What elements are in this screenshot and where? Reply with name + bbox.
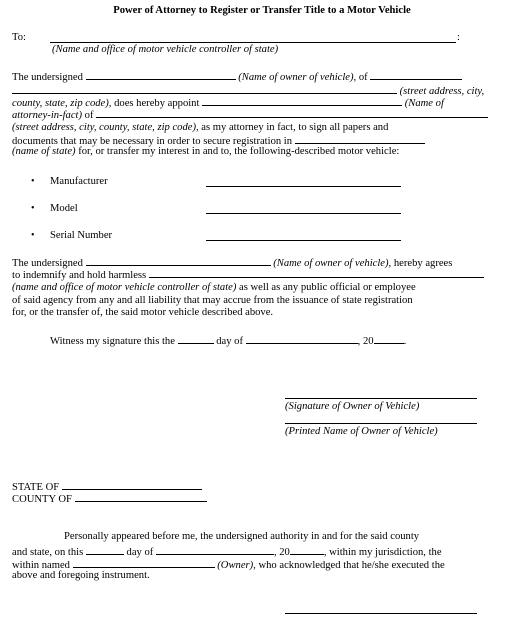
notary-line4: above and foregoing instrument.: [12, 570, 150, 581]
witness-text: Witness my signature this the: [50, 336, 175, 347]
bullet-icon: •: [31, 176, 35, 187]
county-of-line: [12, 492, 207, 506]
para2-line4: of said agency from any and all liability that may accrue from the issuance of state registration: [12, 295, 413, 306]
to-label: To:: [12, 32, 26, 43]
attorney-name-field[interactable]: [202, 96, 402, 106]
notary-dayof: day of: [126, 547, 154, 558]
para2-official: as well as any public official or employee: [239, 282, 416, 293]
para1-line1: [12, 70, 462, 84]
para2-agrees: hereby agrees: [393, 258, 453, 269]
owner-signature-field[interactable]: [285, 398, 477, 399]
form-title: Power of Attorney to Register or Transfer Title to a Motor Vehicle: [113, 5, 411, 16]
notary-month-field[interactable]: [156, 545, 274, 555]
state-of-label: STATE OF: [12, 482, 60, 493]
owner-address-field-1[interactable]: [370, 70, 462, 80]
owner-address-caption-a: (street address, city,: [399, 86, 485, 97]
notary-year-prefix: , 20: [273, 547, 290, 558]
witness-period: .: [403, 336, 407, 347]
model-label: Model: [50, 203, 78, 214]
notary-within-named: within named: [12, 560, 70, 571]
model-field[interactable]: [206, 213, 401, 214]
para2-indemnify: to indemnify and hold harmless: [12, 270, 147, 281]
notary-line1: Personally appeared before me, the undersigned authority in and for the said county: [64, 531, 420, 542]
para1-line4: [12, 108, 488, 122]
para1-of-2: of: [84, 110, 94, 121]
owner-name-caption-2: (Name of owner of vehicle),: [273, 258, 392, 269]
owner-address-field-2[interactable]: [12, 84, 397, 94]
notary-line2: [12, 545, 442, 559]
para1-line7: [12, 146, 399, 158]
bullet-icon: •: [31, 203, 35, 214]
notary-acknowledged: who acknowledged that he/she executed the: [258, 560, 445, 571]
to-field[interactable]: [50, 42, 456, 43]
attorney-name-caption-b: attorney-in-fact): [12, 110, 83, 121]
manufacturer-label: Manufacturer: [50, 176, 108, 187]
para2-line5: for, or the transfer of, the said motor vehicle described above.: [12, 307, 274, 318]
notary-owner-caption: (Owner),: [217, 560, 256, 571]
para1-appoint: does hereby appoint: [114, 98, 200, 109]
witness-month-field[interactable]: [246, 334, 358, 344]
witness-year-prefix: , 20: [357, 336, 374, 347]
attorney-address-field[interactable]: [96, 108, 488, 118]
owner-address-caption-b: county, state, zip code),: [12, 98, 112, 109]
owner-printed-name-field[interactable]: [285, 423, 477, 424]
witness-day-field[interactable]: [178, 334, 214, 344]
bullet-icon: •: [31, 230, 35, 241]
attorney-name-caption-a: (Name of: [404, 98, 444, 109]
serial-number-field[interactable]: [206, 240, 401, 241]
to-colon: :: [457, 32, 460, 43]
para1-line5: [12, 122, 388, 134]
para1-attorney-text: as my attorney in fact, to sign all papers and: [201, 122, 389, 133]
venue-county-field[interactable]: [75, 492, 207, 502]
notary-day-field[interactable]: [86, 545, 124, 555]
witness-line: [50, 334, 406, 348]
owner-name-field[interactable]: [86, 70, 236, 80]
para1-documents-text: documents that may be necessary in order to secure registration in: [12, 136, 293, 147]
notary-owner-field[interactable]: [73, 558, 215, 568]
para2-line2: [12, 268, 484, 282]
witness-dayof: day of: [216, 336, 244, 347]
to-caption: (Name and office of motor vehicle controller of state): [52, 44, 279, 55]
para1-undersigned: The undersigned: [12, 72, 83, 83]
controller-field[interactable]: [149, 268, 484, 278]
venue-state-field[interactable]: [62, 480, 202, 490]
para1-vehicle-text: for, or transfer my interest in and to, the following-described motor vehicle:: [78, 146, 400, 157]
controller-caption: (name and office of motor vehicle controller of state): [12, 282, 237, 293]
county-of-label: COUNTY OF: [12, 494, 72, 505]
attorney-address-caption: (street address, city, county, state, zip code),: [12, 122, 199, 133]
state-name-field[interactable]: [295, 134, 425, 144]
manufacturer-field[interactable]: [206, 186, 401, 187]
printed-name-caption: (Printed Name of Owner of Vehicle): [285, 426, 438, 437]
notary-year-field[interactable]: [290, 545, 324, 555]
owner-name-caption: (Name of owner of vehicle),: [238, 72, 357, 83]
serial-number-label: Serial Number: [50, 230, 113, 241]
para1-of: of: [358, 72, 368, 83]
para2-line3: [12, 282, 416, 294]
notary-signature-field[interactable]: [285, 613, 477, 614]
para2-undersigned: The undersigned: [12, 258, 83, 269]
notary-jurisdiction: , within my jurisdiction, the: [323, 547, 442, 558]
state-name-caption: (name of state): [12, 146, 76, 157]
notary-on-this: and state, on this: [12, 547, 84, 558]
owner-name-field-2[interactable]: [86, 256, 271, 266]
witness-year-field[interactable]: [374, 334, 404, 344]
signature-caption: (Signature of Owner of Vehicle): [285, 401, 420, 412]
